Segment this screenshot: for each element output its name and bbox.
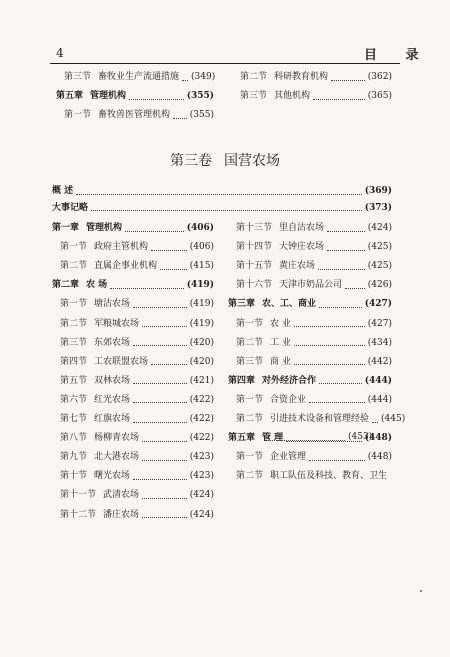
- toc-entry: [228, 220, 392, 236]
- toc-entry: [52, 487, 214, 503]
- entry-page: (427): [367, 318, 392, 329]
- toc-entry: [56, 69, 214, 85]
- entry-page: (422): [189, 394, 214, 405]
- dot-leader: [331, 80, 365, 81]
- toc-entry: [228, 335, 392, 351]
- entry-title: 双林农场: [94, 375, 131, 386]
- header-title: 目 录: [364, 48, 431, 63]
- entry-title: 大事记略: [52, 202, 89, 213]
- entry-page: (448): [364, 433, 392, 444]
- entry-title: 东郊农场: [94, 337, 131, 348]
- entry-page: (420): [189, 356, 214, 367]
- entry-title: 天津市奶品公司: [279, 280, 343, 291]
- entry-number: 第二节: [236, 337, 264, 348]
- entry-page: (421): [189, 375, 214, 386]
- entry-number: 第十二节: [60, 509, 97, 520]
- entry-title: 杨柳青农场: [94, 433, 140, 444]
- scan-speck: [420, 590, 422, 592]
- entry-number: 第一节: [60, 242, 88, 253]
- toc-entry: [232, 88, 392, 104]
- entry-title: 里自沽农场: [279, 223, 325, 233]
- entry-title: 农、工、商业: [262, 299, 317, 310]
- dot-leader: [319, 307, 362, 308]
- dot-leader: [294, 326, 365, 327]
- dot-leader: [265, 440, 345, 441]
- entry-page: (422): [189, 433, 214, 444]
- entry-page: (445): [381, 414, 406, 424]
- dot-leader: [142, 441, 187, 442]
- dot-leader: [110, 288, 184, 289]
- dot-leader: [133, 345, 187, 346]
- dot-leader: [319, 383, 362, 384]
- entry-page: (419): [189, 318, 214, 329]
- toc-entry: [52, 220, 214, 236]
- entry-page: (369): [364, 186, 392, 196]
- dot-leader: [160, 269, 187, 270]
- entry-title: 武清农场: [103, 490, 140, 501]
- toc-entry: [52, 507, 214, 523]
- entry-number: 第三章: [228, 299, 256, 310]
- toc-entry: [52, 277, 214, 293]
- entry-page: (442): [367, 356, 392, 367]
- entry-page: (419): [189, 299, 214, 310]
- entry-title: 农 场: [86, 280, 108, 291]
- entry-page: (424): [189, 490, 214, 501]
- entry-number: 第一节: [236, 394, 264, 405]
- toc-entry: [52, 354, 214, 370]
- dot-leader: [313, 99, 365, 100]
- entry-title: 直属企事业机构: [94, 261, 158, 272]
- entry-number: 第二节: [236, 414, 264, 424]
- entry-number: 第六节: [60, 394, 88, 405]
- entry-page: (365): [367, 91, 392, 101]
- dot-leader: [345, 288, 365, 289]
- entry-page: (424): [189, 509, 214, 520]
- dot-leader: [327, 231, 365, 232]
- dot-leader: [309, 402, 365, 403]
- dot-leader: [151, 250, 187, 251]
- entry-title: 对外经济合作: [262, 375, 317, 386]
- entry-page: (423): [189, 471, 214, 482]
- entry-number: 第八节: [60, 433, 88, 444]
- entry-title: 红旗农场: [94, 414, 131, 424]
- entry-page: (427): [364, 299, 392, 310]
- entry-page: (444): [367, 394, 392, 405]
- toc-entry: [52, 411, 214, 427]
- entry-number: 第一节: [236, 318, 264, 329]
- dot-leader: [125, 231, 184, 232]
- entry-title: 科研教育机构: [274, 72, 329, 82]
- entry-number: 第十三节: [236, 223, 273, 233]
- entry-title: 其他机构: [274, 91, 311, 101]
- dot-leader: [133, 402, 187, 403]
- toc-continuation-line: [262, 429, 372, 445]
- entry-page: (422): [189, 414, 214, 424]
- toc-entry: [228, 296, 392, 312]
- toc-entry: [52, 392, 214, 408]
- entry-page: (420): [189, 337, 214, 348]
- toc-entry: [228, 468, 392, 484]
- toc-entry: [228, 411, 406, 427]
- toc-entry: [56, 88, 214, 104]
- entry-number: 第二节: [60, 318, 88, 329]
- toc-entry: [228, 316, 392, 332]
- entry-page: (406): [186, 223, 214, 233]
- volume-heading: [0, 150, 450, 170]
- entry-title: 合资企业: [270, 394, 307, 405]
- dot-leader: [173, 118, 187, 119]
- dot-leader: [294, 364, 365, 365]
- dot-leader: [133, 479, 187, 480]
- dot-leader: [133, 383, 187, 384]
- entry-page: (444): [364, 375, 392, 386]
- toc-entry: [52, 468, 214, 484]
- header-rule: [50, 63, 400, 64]
- dot-leader: [91, 210, 362, 211]
- entry-page: (425): [367, 261, 392, 272]
- dot-leader: [142, 517, 187, 518]
- entry-title: 概 述: [52, 186, 74, 196]
- entry-number: 第一节: [60, 299, 88, 310]
- entry-number: 第一章: [52, 223, 80, 233]
- toc-entry: [52, 239, 214, 255]
- dot-leader: [151, 364, 187, 365]
- entry-number: 第十一节: [60, 490, 97, 501]
- toc-entry: [52, 200, 392, 216]
- entry-page: (426): [367, 280, 392, 291]
- dot-leader: [133, 422, 187, 423]
- dot-leader: [294, 345, 365, 346]
- dot-leader: [133, 307, 187, 308]
- entry-title: 职工队伍及科技、教育、卫生: [270, 471, 388, 482]
- entry-page: (355): [189, 110, 214, 120]
- dot-leader: [327, 250, 365, 251]
- toc-entry: [52, 449, 214, 465]
- entry-number: 第十四节: [236, 242, 273, 253]
- entry-number: 第十节: [60, 471, 88, 482]
- entry-number: 第二节: [60, 261, 88, 272]
- volume-label: 第三卷: [170, 153, 212, 169]
- toc-entry: [228, 258, 392, 274]
- entry-page: (423): [189, 452, 214, 463]
- entry-page: (362): [367, 72, 392, 82]
- entry-title: 大钟庄农场: [279, 242, 325, 253]
- entry-number: 第九节: [60, 452, 88, 463]
- toc-entry: [228, 373, 392, 389]
- dot-leader: [182, 80, 188, 81]
- entry-page: (434): [367, 337, 392, 348]
- toc-entry: [52, 258, 214, 274]
- entry-number: 第四章: [228, 375, 256, 386]
- entry-page: (349): [191, 72, 216, 82]
- entry-page: (425): [367, 242, 392, 253]
- entry-number: 第一节: [236, 452, 264, 463]
- entry-title: 军粮城农场: [94, 318, 140, 329]
- entry-title: 企业管理: [270, 452, 307, 463]
- dot-leader: [318, 269, 365, 270]
- toc-entry: [228, 392, 392, 408]
- entry-title: 工 业: [270, 337, 291, 348]
- entry-page: (406): [189, 242, 214, 253]
- entry-number: 第二节: [236, 471, 264, 482]
- dot-leader: [142, 326, 187, 327]
- entry-number: 第二章: [52, 280, 80, 291]
- entry-number: 第三节: [60, 337, 88, 348]
- entry-title: 潘庄农场: [103, 509, 140, 520]
- dot-leader: [142, 498, 187, 499]
- continuation-page: (453): [348, 432, 373, 442]
- dot-leader: [309, 460, 365, 461]
- entry-title: 畜牧兽医管理机构: [98, 110, 171, 120]
- toc-entry: [228, 449, 392, 465]
- entry-title: 塘沽农场: [94, 299, 131, 310]
- entry-title: 畜牧业生产流通措施: [98, 72, 180, 82]
- entry-title: 管理机构: [86, 223, 123, 233]
- dot-leader: [76, 194, 362, 195]
- entry-page: (415): [189, 261, 214, 272]
- entry-title: 曙光农场: [94, 471, 131, 482]
- toc-entry: [56, 107, 214, 123]
- entry-title: 工农联盟农场: [94, 356, 149, 367]
- entry-title: 商 业: [270, 356, 291, 367]
- page-number: 4: [56, 46, 64, 60]
- dot-leader: [372, 422, 378, 423]
- toc-entry: [228, 354, 392, 370]
- entry-number: 第五章: [228, 433, 256, 444]
- entry-number: 第十五节: [236, 261, 273, 272]
- volume-title: 国营农场: [224, 153, 280, 169]
- toc-entry: [52, 373, 214, 389]
- entry-page: (355): [186, 91, 214, 101]
- toc-entry: [232, 69, 392, 85]
- entry-page: (373): [364, 202, 392, 213]
- entry-number: 第二节: [240, 72, 268, 82]
- dot-leader: [142, 460, 187, 461]
- entry-number: 第一节: [64, 110, 92, 120]
- toc-entry: [52, 296, 214, 312]
- toc-entry: [52, 183, 392, 199]
- entry-page: (419): [186, 280, 214, 291]
- entry-number: 第四节: [60, 356, 88, 367]
- entry-title: 北大港农场: [94, 452, 140, 463]
- entry-title: 黄庄农场: [279, 261, 316, 272]
- entry-number: 第七节: [60, 414, 88, 424]
- entry-page: (424): [367, 223, 392, 233]
- entry-number: 第三节: [64, 72, 92, 82]
- dot-leader: [129, 99, 184, 100]
- toc-entry: [52, 430, 214, 446]
- toc-entry: [228, 239, 392, 255]
- entry-number: 第五节: [60, 375, 88, 386]
- entry-number: 第五章: [56, 91, 84, 101]
- entry-page: (448): [367, 452, 392, 463]
- toc-entry: [228, 277, 392, 293]
- entry-title: 管 理: [262, 433, 284, 444]
- entry-number: 第三节: [236, 356, 264, 367]
- toc-entry: [52, 316, 214, 332]
- entry-number: 第十六节: [236, 280, 273, 291]
- entry-title: 红光农场: [94, 394, 131, 405]
- entry-title: 管理机构: [90, 91, 127, 101]
- entry-title: 农 业: [270, 318, 291, 329]
- entry-title: 引进技术设备和管理经验: [270, 414, 370, 424]
- entry-title: 政府主管机构: [94, 242, 149, 253]
- entry-number: 第三节: [240, 91, 268, 101]
- toc-entry: [52, 335, 214, 351]
